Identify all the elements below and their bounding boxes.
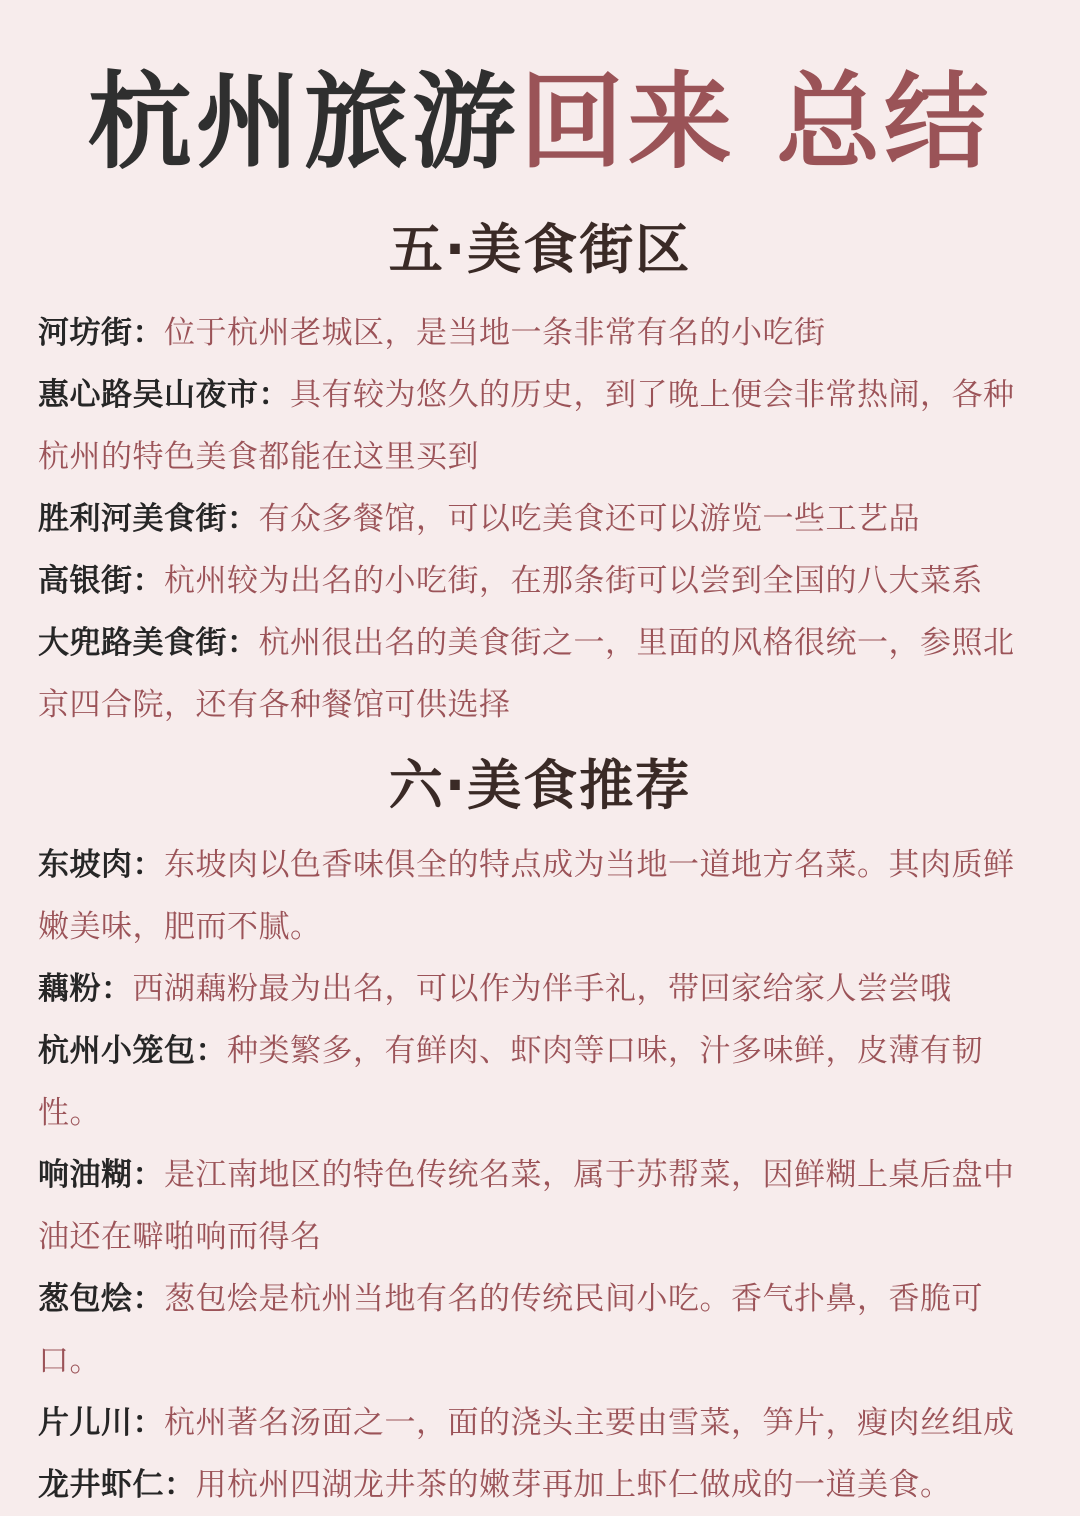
list-item: [38, 834, 1038, 958]
item-description: 位于杭州老城区，是当地一条非常有名的小吃街: [164, 315, 826, 351]
item-description: 杭州很出名的美食街之一，里面的风格很统一，参照北京四合院，还有各种餐馆可供选择: [38, 625, 1015, 723]
item-label: 惠心路吴山夜市：: [38, 377, 290, 413]
item-description: 杭州较为出名的小吃街，在那条街可以尝到全国的八大菜系: [164, 563, 983, 599]
item-description: 有众多餐馆，可以吃美食还可以游览一些工艺品: [258, 501, 920, 537]
page-title-dark: 杭州旅游: [87, 61, 520, 183]
item-label: 高银街：: [38, 563, 164, 599]
list-item: [38, 612, 1038, 736]
item-label: 东坡肉：: [38, 847, 164, 883]
item-description: 用杭州四湖龙井茶的嫩芽再加上虾仁做成的一道美食。: [195, 1467, 952, 1503]
item-description: 是江南地区的特色传统名菜，属于苏帮菜，因鲜糊上桌后盘中油还在噼啪响而得名: [38, 1157, 1015, 1255]
list-item: [38, 1144, 1038, 1268]
list-item: [38, 488, 1038, 550]
item-label: 葱包烩：: [38, 1281, 164, 1317]
page-title-accent: 回来 总结: [519, 61, 993, 183]
item-description: 葱包烩是杭州当地有名的传统民间小吃。香气扑鼻，香脆可口。: [38, 1281, 983, 1379]
item-description: 东坡肉以色香味俱全的特点成为当地一道地方名菜。其肉质鲜嫩美味，肥而不腻。: [38, 847, 1015, 945]
page-title: [0, 62, 1080, 182]
list-item: [38, 958, 1038, 1020]
list-item: [38, 1020, 1038, 1144]
item-description: 种类繁多，有鲜肉、虾肉等口味，汁多味鲜，皮薄有韧性。: [38, 1033, 983, 1131]
item-label: 杭州小笼包：: [38, 1033, 227, 1069]
list-item: [38, 1268, 1038, 1392]
section-heading-food-recommendations: 六·美食推荐: [388, 754, 692, 817]
list-item: [38, 550, 1038, 612]
list-item: [38, 302, 1038, 364]
food-recommendations-list: [38, 834, 1038, 1516]
item-label: 响油糊：: [38, 1157, 164, 1193]
item-label: 藕粉：: [38, 971, 133, 1007]
item-description: 西湖藕粉最为出名，可以作为伴手礼，带回家给家人尝尝哦: [132, 971, 952, 1007]
food-streets-list: [38, 302, 1038, 736]
item-description: 具有较为悠久的历史，到了晚上便会非常热闹，各种杭州的特色美食都能在这里买到: [38, 377, 1015, 475]
item-label: 河坊街：: [38, 315, 164, 351]
item-description: 杭州著名汤面之一，面的浇头主要由雪菜，笋片，瘦肉丝组成: [164, 1405, 1015, 1441]
item-label: 胜利河美食街：: [38, 501, 259, 537]
item-label: 龙井虾仁：: [38, 1467, 196, 1503]
list-item: [38, 1392, 1038, 1454]
section-heading-food-streets: 五·美食街区: [388, 218, 692, 281]
list-item: [38, 364, 1038, 488]
list-item: [38, 1454, 1038, 1516]
item-label: 片儿川：: [38, 1405, 164, 1441]
item-label: 大兜路美食街：: [38, 625, 259, 661]
